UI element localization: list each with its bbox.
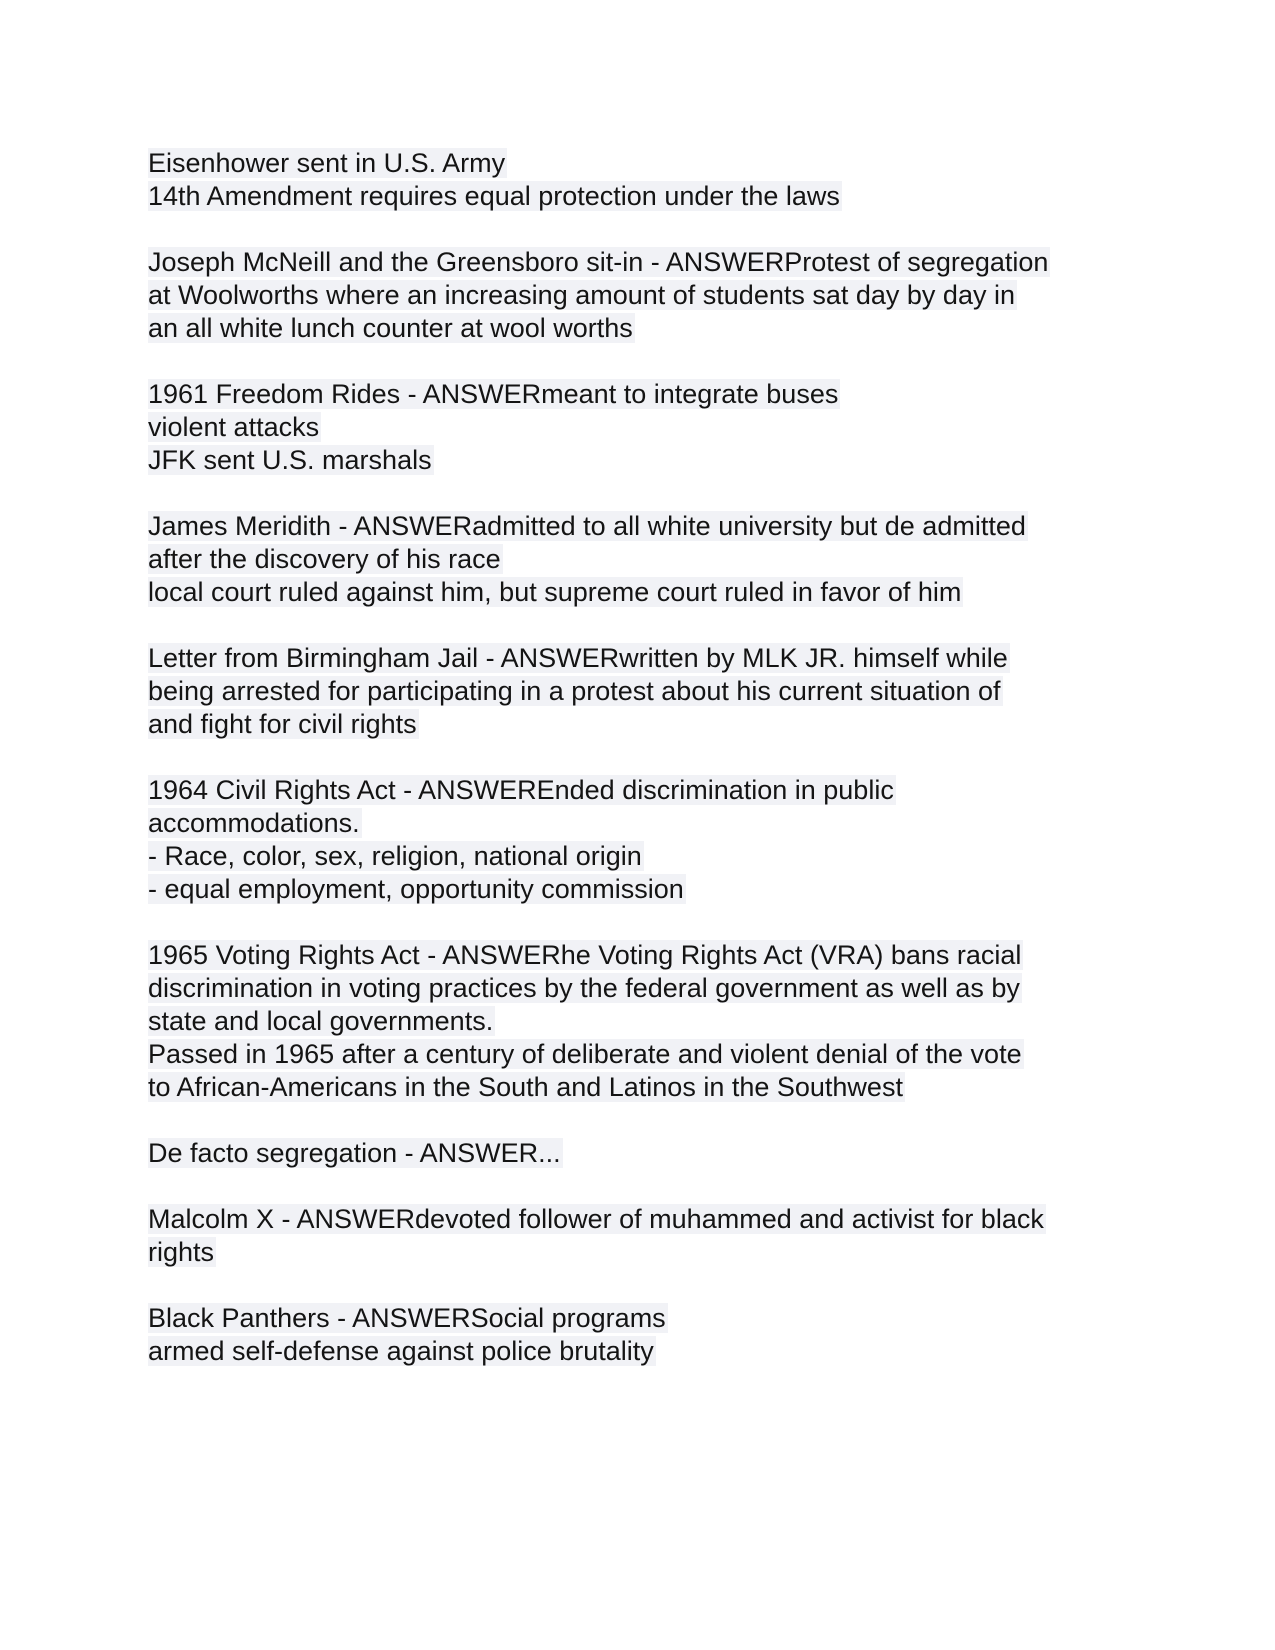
- text-line: discrimination in voting practices by the federal government as well as by: [148, 973, 1020, 1003]
- text-line: - equal employment, opportunity commission: [148, 874, 684, 904]
- entry-voting-rights-act: [148, 939, 1128, 1104]
- text-line: Passed in 1965 after a century of deliberate and violent denial of the vote: [148, 1039, 1022, 1069]
- paragraph-gap: [148, 1170, 1128, 1203]
- entry-de-facto-segregation: [148, 1137, 1128, 1170]
- paragraph-gap: [148, 741, 1128, 774]
- text-line: Letter from Birmingham Jail - ANSWERwritten by MLK JR. himself while: [148, 643, 1008, 673]
- text-line: accommodations.: [148, 808, 360, 838]
- document-body: [148, 147, 1128, 1368]
- text-line: James Meridith - ANSWERadmitted to all white university but de admitted: [148, 511, 1026, 541]
- text-line: violent attacks: [148, 412, 320, 442]
- text-line: at Woolworths where an increasing amount of students sat day by day in: [148, 280, 1015, 310]
- text-line: being arrested for participating in a protest about his current situation of: [148, 676, 1001, 706]
- paragraph-gap: [148, 213, 1128, 246]
- entry-malcolm-x: [148, 1203, 1128, 1269]
- text-line: 14th Amendment requires equal protection under the laws: [148, 181, 840, 211]
- entry-eisenhower: [148, 147, 1128, 213]
- text-line: after the discovery of his race: [148, 544, 501, 574]
- text-line: Malcolm X - ANSWERdevoted follower of muhammed and activist for black: [148, 1204, 1044, 1234]
- text-line: local court ruled against him, but supreme court ruled in favor of him: [148, 577, 962, 607]
- text-line: - Race, color, sex, religion, national origin: [148, 841, 642, 871]
- text-line: 1965 Voting Rights Act - ANSWERhe Voting Rights Act (VRA) bans racial: [148, 940, 1022, 970]
- text-line: Eisenhower sent in U.S. Army: [148, 148, 506, 178]
- entry-freedom-rides: [148, 378, 1128, 477]
- text-line: armed self-defense against police brutality: [148, 1336, 654, 1366]
- text-line: state and local governments.: [148, 1006, 494, 1036]
- entry-james-meridith: [148, 510, 1128, 609]
- paragraph-gap: [148, 477, 1128, 510]
- entry-greensboro-sit-in: [148, 246, 1128, 345]
- text-line: Black Panthers - ANSWERSocial programs: [148, 1303, 666, 1333]
- entry-black-panthers: [148, 1302, 1128, 1368]
- paragraph-gap: [148, 609, 1128, 642]
- text-line: an all white lunch counter at wool worths: [148, 313, 633, 343]
- paragraph-gap: [148, 906, 1128, 939]
- paragraph-gap: [148, 1104, 1128, 1137]
- text-line: rights: [148, 1237, 215, 1267]
- paragraph-gap: [148, 1269, 1128, 1302]
- text-line: to African-Americans in the South and Latinos in the Southwest: [148, 1072, 903, 1102]
- text-line: De facto segregation - ANSWER...: [148, 1138, 561, 1168]
- entry-birmingham-letter: [148, 642, 1128, 741]
- paragraph-gap: [148, 345, 1128, 378]
- text-line: Joseph McNeill and the Greensboro sit-in - ANSWERProtest of segregation: [148, 247, 1049, 277]
- text-line: JFK sent U.S. marshals: [148, 445, 432, 475]
- text-line: 1961 Freedom Rides - ANSWERmeant to integrate buses: [148, 379, 839, 409]
- entry-civil-rights-act: [148, 774, 1128, 906]
- text-line: 1964 Civil Rights Act - ANSWEREnded discrimination in public: [148, 775, 894, 805]
- text-line: and fight for civil rights: [148, 709, 417, 739]
